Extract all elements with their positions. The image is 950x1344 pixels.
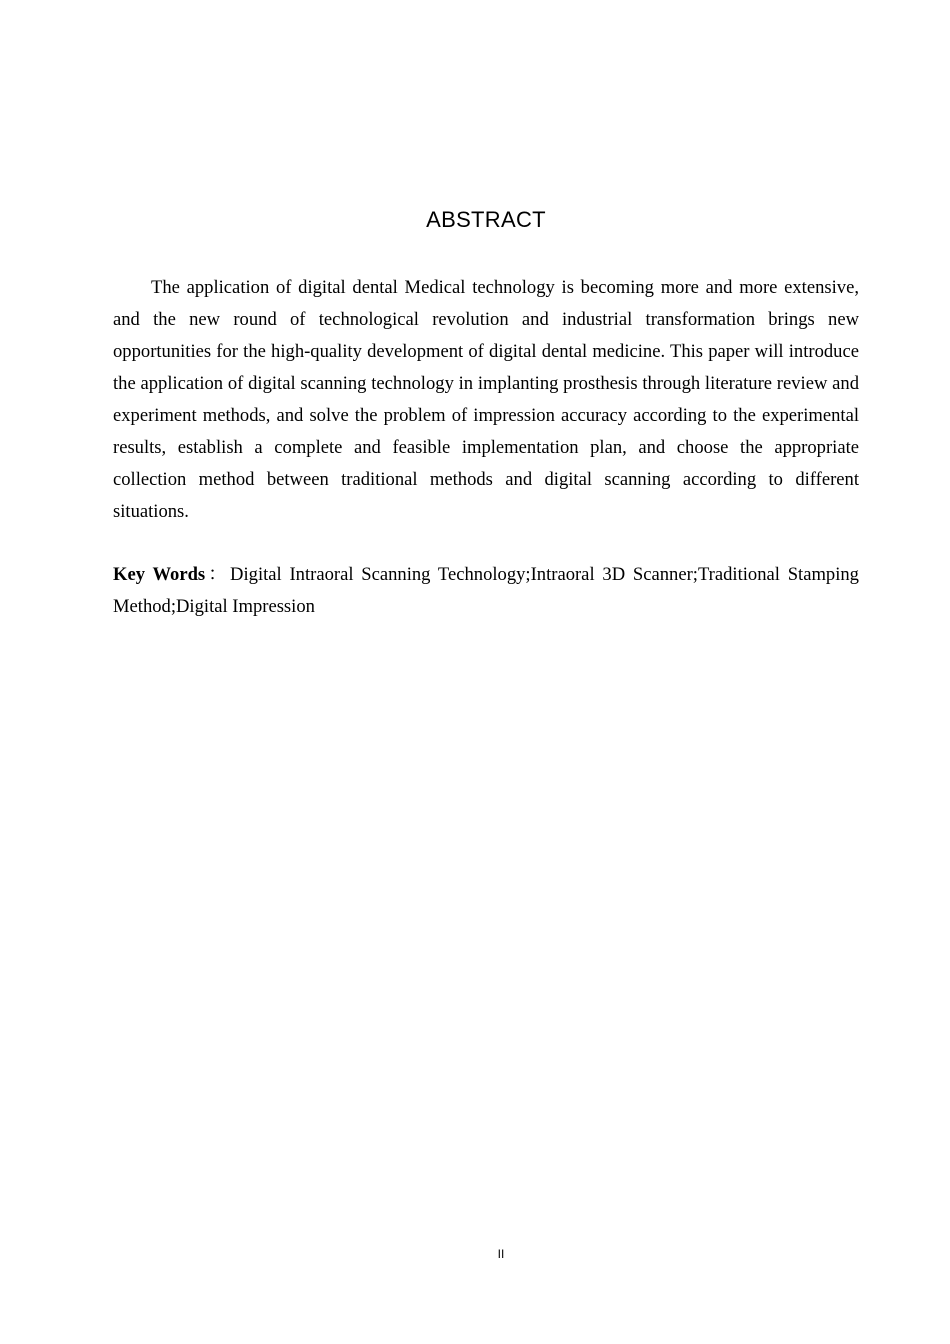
page-number: II	[497, 1247, 505, 1261]
keywords-label: Key Words	[113, 564, 206, 585]
keywords-separator: ：	[205, 564, 231, 585]
keywords-text: Digital Intraoral Scanning Technology;Intraoral 3D Scanner;Traditional Stamping Method;Digital Impression	[113, 564, 859, 617]
page-title: ABSTRACT	[426, 207, 546, 232]
abstract-paragraph: The application of digital dental Medical technology is becoming more and more extensive, and the new round of technological revolution and industrial transformation brings new opportunities for the high-quality development of digital dental medicine. This paper will introduce the application of digital scanning technology in implanting prosthesis through literature review and experiment methods, and solve the problem of impression accuracy according to the experimental results, establish a complete and feasible implementation plan, and choose the appropriate collection method between traditional methods and digital scanning according to different situations.	[113, 277, 859, 522]
keywords-paragraph	[113, 559, 859, 623]
